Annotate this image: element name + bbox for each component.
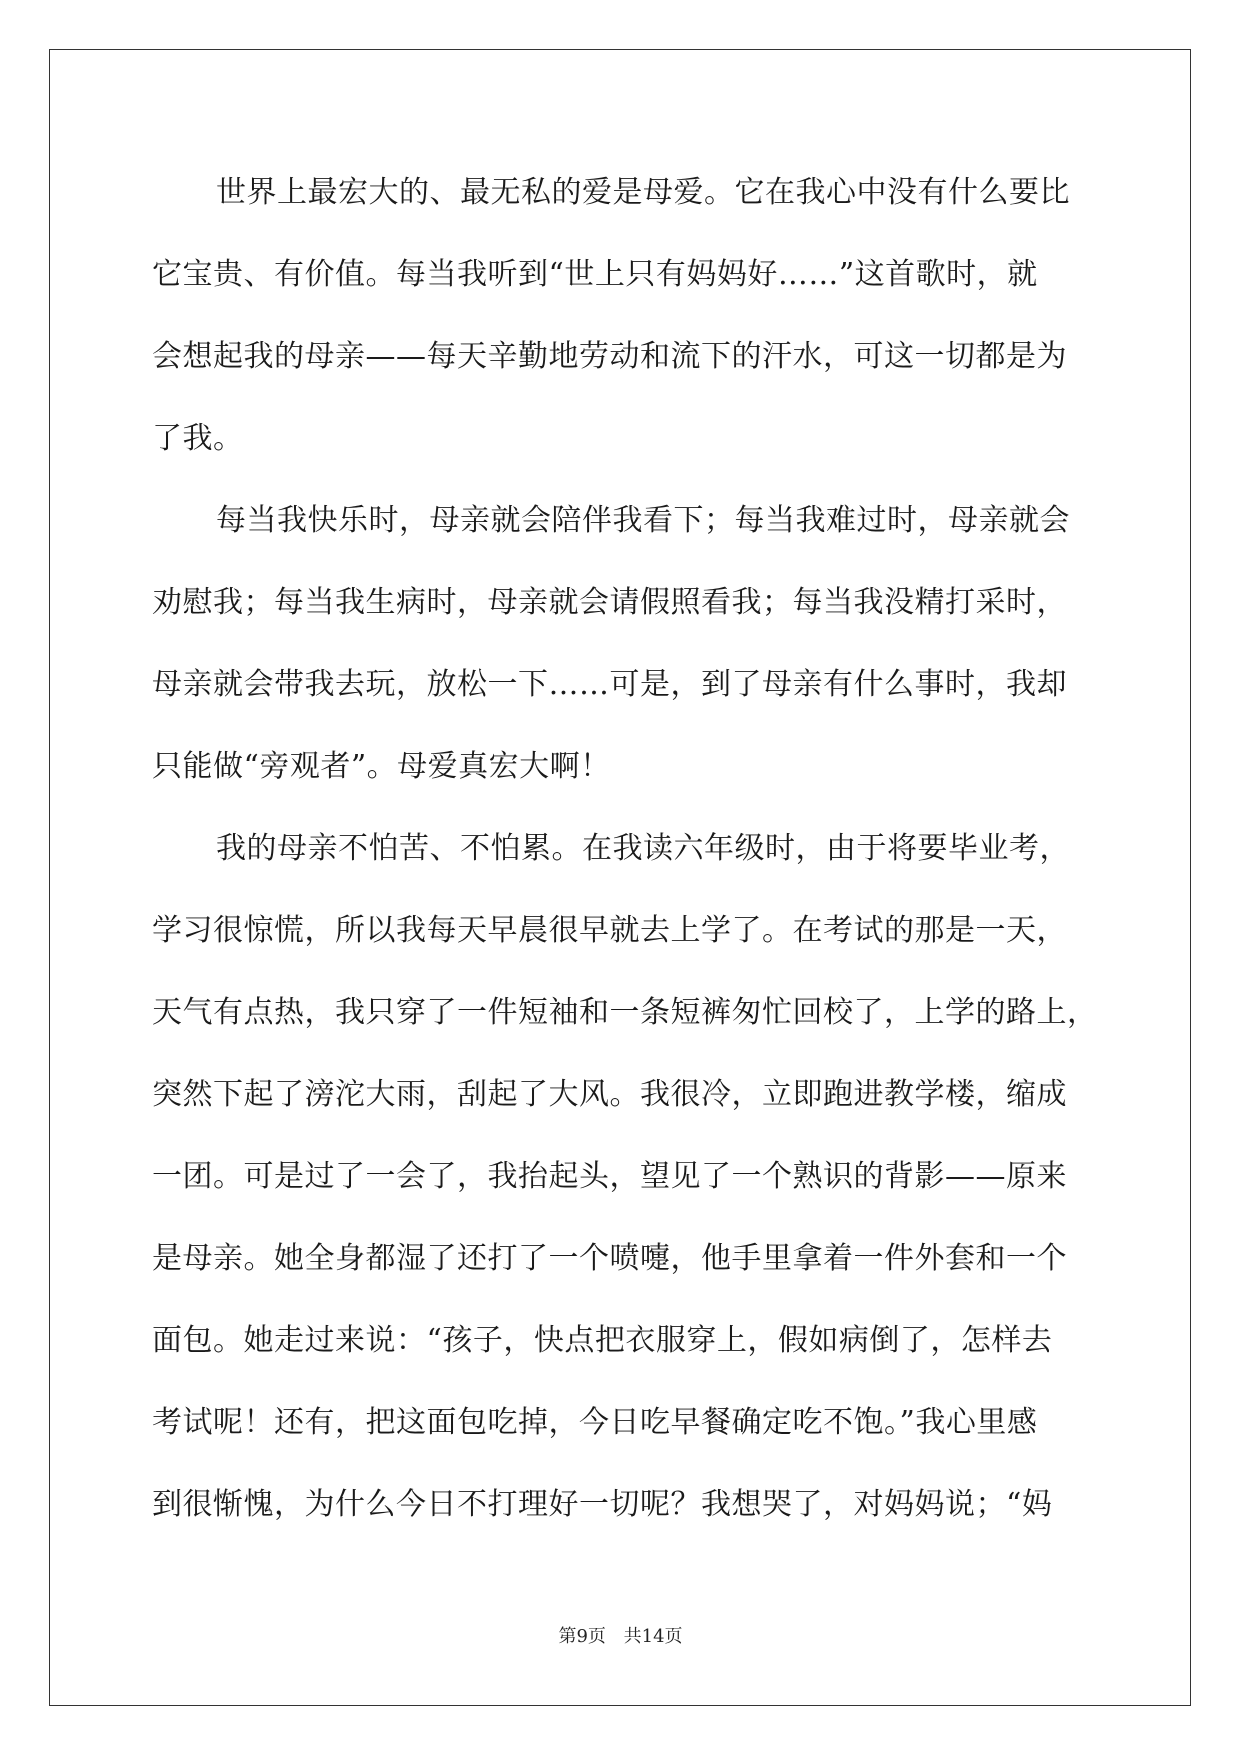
paragraph-3-line-8: 考试呢！还有，把这面包吃掉，今日吃早餐确定吃不饱。”我心里感 bbox=[152, 1405, 1038, 1440]
paragraph-3-line-9: 到很惭愧，为什么今日不打理好一切呢？我想哭了，对妈妈说；“妈 bbox=[152, 1487, 1053, 1522]
paragraph-1-line-2: 它宝贵、有价值。每当我听到“世上只有妈妈好……”这首歌时，就 bbox=[152, 257, 1038, 292]
paragraph-3-line-1: 我的母亲不怕苦、不怕累。在我读六年级时，由于将要毕业考， bbox=[216, 831, 1070, 866]
paragraph-2-line-4: 只能做“旁观者”。母爱真宏大啊！ bbox=[152, 749, 611, 784]
paragraph-3-line-5: 一团。可是过了一会了，我抬起头，望见了一个熟识的背影——原来 bbox=[152, 1159, 1067, 1194]
total-page-count: 共14页 bbox=[623, 1626, 683, 1647]
paragraph-2-line-2: 劝慰我；每当我生病时，母亲就会请假照看我；每当我没精打采时， bbox=[152, 585, 1067, 620]
current-page-number: 第9页 bbox=[558, 1626, 606, 1647]
paragraph-3-line-3: 天气有点热，我只穿了一件短袖和一条短裤匆忙回校了，上学的路上， bbox=[152, 995, 1098, 1030]
paragraph-3-line-4: 突然下起了滂沱大雨，刮起了大风。我很冷，立即跑进教学楼，缩成 bbox=[152, 1077, 1067, 1112]
paragraph-3-line-2: 学习很惊慌，所以我每天早晨很早就去上学了。在考试的那是一天， bbox=[152, 913, 1067, 948]
paragraph-2-line-3: 母亲就会带我去玩，放松一下……可是，到了母亲有什么事时，我却 bbox=[152, 667, 1067, 702]
paragraph-3-line-6: 是母亲。她全身都湿了还打了一个喷嚏，他手里拿着一件外套和一个 bbox=[152, 1241, 1067, 1276]
paragraph-1-line-1: 世界上最宏大的、最无私的爱是母爱。它在我心中没有什么要比 bbox=[216, 175, 1070, 210]
paragraph-2-line-1: 每当我快乐时，母亲就会陪伴我看下；每当我难过时，母亲就会 bbox=[216, 503, 1070, 538]
paragraph-3-line-7: 面包。她走过来说：“孩子，快点把衣服穿上，假如病倒了，怎样去 bbox=[152, 1323, 1053, 1358]
document-body bbox=[152, 156, 1098, 1550]
paragraph-1-line-3: 会想起我的母亲——每天辛勤地劳动和流下的汗水，可这一切都是为 bbox=[152, 339, 1067, 374]
paragraph-1-line-4: 了我。 bbox=[152, 421, 244, 456]
page-footer bbox=[0, 1622, 1241, 1648]
